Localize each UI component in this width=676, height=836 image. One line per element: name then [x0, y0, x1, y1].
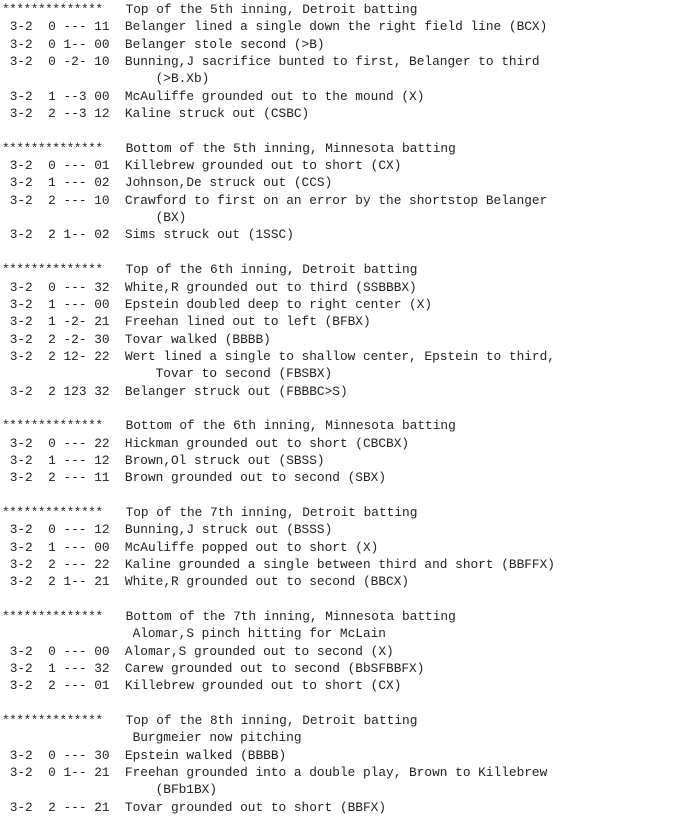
play-row	[2, 643, 674, 660]
outs: 2	[48, 470, 56, 486]
score: 3-2	[9, 678, 33, 694]
outs: 1	[48, 452, 56, 468]
inning-header	[2, 608, 674, 625]
separator-stars: **************	[2, 2, 103, 17]
baserunners: 12-	[63, 348, 87, 364]
score: 3-2	[9, 88, 33, 104]
play-description: Brown grounded out to second (SBX)	[124, 470, 387, 486]
score: 3-2	[9, 158, 33, 174]
pitch-count: 22	[94, 435, 110, 451]
baserunners: ---	[63, 296, 87, 312]
play-row	[2, 88, 674, 105]
baserunners: ---	[63, 643, 87, 659]
score: 3-2	[9, 452, 33, 468]
baserunners: ---	[63, 19, 87, 35]
play-description: Carew grounded out to second (BbSFBBFX)	[124, 661, 425, 677]
baserunners: ---	[63, 175, 87, 191]
note-text: Burgmeier now pitching	[132, 730, 302, 746]
play-row	[2, 174, 674, 191]
pitch-count: 02	[94, 227, 110, 243]
pitch-count: 30	[94, 331, 110, 347]
section-spacer	[2, 487, 674, 504]
outs: 0	[48, 54, 56, 70]
outs: 0	[48, 279, 56, 295]
score: 3-2	[9, 296, 33, 312]
pitch-count: 00	[94, 36, 110, 52]
pitch-count: 00	[94, 539, 110, 555]
score: 3-2	[9, 574, 33, 590]
play-row	[2, 469, 674, 486]
inning-header	[2, 1, 674, 18]
baserunners: -2-	[63, 331, 87, 347]
play-description: Freehan grounded into a double play, Brown to Killebrew	[124, 765, 548, 781]
inning-header	[2, 417, 674, 434]
outs: 1	[48, 539, 56, 555]
play-description: Tovar grounded out to short (BBFX)	[124, 799, 387, 815]
play-row	[2, 521, 674, 538]
inning-header	[2, 261, 674, 278]
play-description: Wert lined a single to shallow center, Epstein to third,	[124, 348, 555, 364]
baserunners: --3	[63, 88, 87, 104]
separator-stars: **************	[2, 262, 103, 278]
note-text: Alomar,S pinch hitting for McLain	[132, 626, 386, 642]
pitch-count: 32	[94, 383, 110, 399]
play-row	[2, 36, 674, 53]
play-row	[2, 53, 674, 70]
score: 3-2	[9, 348, 33, 364]
outs: 0	[48, 765, 56, 781]
outs: 0	[48, 158, 56, 174]
outs: 1	[48, 88, 56, 104]
outs: 2	[48, 678, 56, 694]
inning-title: Top of the 7th inning, Detroit batting	[125, 504, 418, 520]
score: 3-2	[9, 106, 33, 122]
play-row	[2, 331, 674, 348]
play-continuation	[2, 781, 674, 798]
baserunners: ---	[63, 452, 87, 468]
play-row	[2, 192, 674, 209]
play-row	[2, 452, 674, 469]
play-row	[2, 313, 674, 330]
pitch-count: 10	[94, 54, 110, 70]
score: 3-2	[9, 747, 33, 763]
section-spacer	[2, 695, 674, 712]
baserunners: ---	[63, 522, 87, 538]
baserunners: -2-	[63, 314, 87, 330]
play-description-cont: (>B.Xb)	[155, 71, 210, 87]
score: 3-2	[9, 522, 33, 538]
outs: 2	[48, 557, 56, 572]
play-row	[2, 226, 674, 243]
baserunners: ---	[63, 435, 87, 451]
outs: 2	[48, 383, 56, 399]
play-row	[2, 157, 674, 174]
outs: 1	[48, 296, 56, 312]
outs: 2	[48, 106, 56, 122]
play-description: McAuliffe grounded out to the mound (X)	[124, 88, 425, 104]
outs: 1	[48, 175, 56, 191]
play-continuation	[2, 209, 674, 226]
pitch-count: 12	[94, 106, 110, 122]
baserunners: ---	[63, 192, 87, 208]
baserunners: -2-	[63, 54, 87, 70]
play-continuation	[2, 70, 674, 87]
play-description: Bunning,J sacrifice bunted to first, Belanger to third	[124, 54, 540, 70]
play-description-cont: Tovar to second (FBSBX)	[155, 366, 333, 382]
baserunners: 1--	[63, 765, 87, 781]
pitch-count: 22	[94, 348, 110, 364]
pitch-count: 11	[94, 470, 110, 486]
separator-stars: **************	[2, 713, 103, 729]
baserunners: ---	[63, 747, 87, 763]
pitch-count: 00	[94, 88, 110, 104]
pitch-count: 12	[94, 452, 110, 468]
inning-header	[2, 504, 674, 521]
score: 3-2	[9, 279, 33, 295]
separator-stars: **************	[2, 609, 103, 625]
baserunners: ---	[63, 799, 87, 815]
play-description-cont: (BX)	[155, 210, 187, 226]
pitch-count: 00	[94, 296, 110, 312]
inning-title: Top of the 8th inning, Detroit batting	[125, 713, 418, 729]
play-row	[2, 348, 674, 365]
pitch-count: 21	[94, 574, 110, 590]
inning-note	[2, 625, 674, 642]
separator-stars: **************	[2, 504, 103, 520]
play-description: Brown,Ol struck out (SBSS)	[124, 452, 325, 468]
play-description: Tovar walked (BBBB)	[124, 331, 271, 347]
outs: 2	[48, 574, 56, 590]
play-row	[2, 296, 674, 313]
baserunners: ---	[63, 678, 87, 694]
pitch-count: 32	[94, 661, 110, 677]
pitch-count: 11	[94, 19, 110, 35]
play-description: Belanger struck out (FBBBC>S)	[124, 383, 348, 399]
play-row	[2, 799, 674, 816]
play-description: McAuliffe popped out to short (X)	[124, 539, 379, 555]
play-description: Belanger stole second (>B)	[124, 36, 325, 52]
baserunners: ---	[63, 557, 87, 572]
section-spacer	[2, 400, 674, 417]
play-description: Sims struck out (1SSC)	[124, 227, 294, 243]
play-description: Kaline struck out (CSBC)	[124, 106, 310, 122]
play-description-cont: (BFb1BX)	[155, 782, 218, 798]
play-row	[2, 764, 674, 781]
play-row	[2, 677, 674, 694]
score: 3-2	[9, 19, 33, 35]
baserunners: ---	[63, 158, 87, 174]
pitch-count: 21	[94, 799, 110, 815]
score: 3-2	[9, 192, 33, 208]
pitch-count: 01	[94, 158, 110, 174]
play-row	[2, 747, 674, 764]
play-row	[2, 279, 674, 296]
score: 3-2	[9, 643, 33, 659]
play-continuation	[2, 365, 674, 382]
separator-stars: **************	[2, 140, 103, 156]
baserunners: 1--	[63, 574, 87, 590]
outs: 1	[48, 661, 56, 677]
play-description: Epstein doubled deep to right center (X)	[124, 296, 433, 312]
inning-title: Bottom of the 6th inning, Minnesota batting	[125, 418, 456, 434]
pitch-count: 32	[94, 279, 110, 295]
score: 3-2	[9, 54, 33, 70]
baserunners: ---	[63, 279, 87, 295]
separator-stars: **************	[2, 418, 103, 434]
play-description: Alomar,S grounded out to second (X)	[124, 643, 394, 659]
play-description: Hickman grounded out to short (CBCBX)	[124, 435, 410, 451]
pitch-count: 10	[94, 192, 110, 208]
play-description: White,R grounded out to second (BBCX)	[124, 574, 410, 590]
outs: 0	[48, 747, 56, 763]
play-description: Johnson,De struck out (CCS)	[124, 175, 333, 191]
pitch-count: 01	[94, 678, 110, 694]
baserunners: ---	[63, 539, 87, 555]
inning-title: Top of the 6th inning, Detroit batting	[125, 262, 418, 278]
play-row	[2, 18, 674, 35]
pitch-count: 00	[94, 643, 110, 659]
baserunners: ---	[63, 470, 87, 486]
inning-header	[2, 140, 674, 157]
pitch-count: 21	[94, 314, 110, 330]
play-description: Epstein walked (BBBB)	[124, 747, 287, 763]
section-spacer	[2, 122, 674, 139]
outs: 2	[48, 799, 56, 815]
play-description: Crawford to first on an error by the shortstop Belanger	[124, 192, 548, 208]
outs: 0	[48, 19, 56, 35]
baserunners: 123	[63, 383, 87, 399]
score: 3-2	[9, 331, 33, 347]
inning-title: Bottom of the 7th inning, Minnesota batting	[125, 609, 456, 625]
play-row	[2, 660, 674, 677]
outs: 0	[48, 435, 56, 451]
pitch-count: 02	[94, 175, 110, 191]
section-spacer	[2, 591, 674, 608]
baserunners: ---	[63, 661, 87, 677]
outs: 0	[48, 522, 56, 538]
score: 3-2	[9, 557, 33, 572]
score: 3-2	[9, 470, 33, 486]
score: 3-2	[9, 661, 33, 677]
play-by-play-log	[2, 1, 674, 816]
play-row	[2, 383, 674, 400]
score: 3-2	[9, 36, 33, 52]
inning-title: Top of the 5th inning, Detroit batting	[125, 2, 418, 17]
baserunners: --3	[63, 106, 87, 122]
play-description: Freehan lined out to left (BFBX)	[124, 314, 371, 330]
score: 3-2	[9, 765, 33, 781]
baserunners: 1--	[63, 227, 87, 243]
outs: 0	[48, 36, 56, 52]
pitch-count: 21	[94, 765, 110, 781]
play-description: Killebrew grounded out to short (CX)	[124, 678, 402, 694]
score: 3-2	[9, 314, 33, 330]
inning-title: Bottom of the 5th inning, Minnesota batting	[125, 140, 456, 156]
play-row	[2, 435, 674, 452]
play-description: White,R grounded out to third (SSBBBX)	[124, 279, 417, 295]
play-description: Bunning,J struck out (BSSS)	[124, 522, 333, 538]
inning-header	[2, 712, 674, 729]
score: 3-2	[9, 435, 33, 451]
score: 3-2	[9, 539, 33, 555]
score: 3-2	[9, 383, 33, 399]
score: 3-2	[9, 227, 33, 243]
play-description: Killebrew grounded out to short (CX)	[124, 158, 402, 174]
pitch-count: 30	[94, 747, 110, 763]
play-description: Belanger lined a single down the right field line (BCX)	[124, 19, 548, 35]
outs: 2	[48, 348, 56, 364]
score: 3-2	[9, 799, 33, 815]
pitch-count: 12	[94, 522, 110, 538]
outs: 2	[48, 192, 56, 208]
play-row	[2, 556, 674, 573]
outs: 0	[48, 643, 56, 659]
inning-note	[2, 729, 674, 746]
outs: 2	[48, 331, 56, 347]
outs: 2	[48, 227, 56, 243]
play-description: Kaline grounded a single between third and short (BBFFX)	[124, 557, 555, 572]
play-row	[2, 539, 674, 556]
pitch-count: 22	[94, 557, 110, 572]
outs: 1	[48, 314, 56, 330]
play-row	[2, 573, 674, 590]
section-spacer	[2, 244, 674, 261]
play-row	[2, 105, 674, 122]
baserunners: 1--	[63, 36, 87, 52]
score: 3-2	[9, 175, 33, 191]
